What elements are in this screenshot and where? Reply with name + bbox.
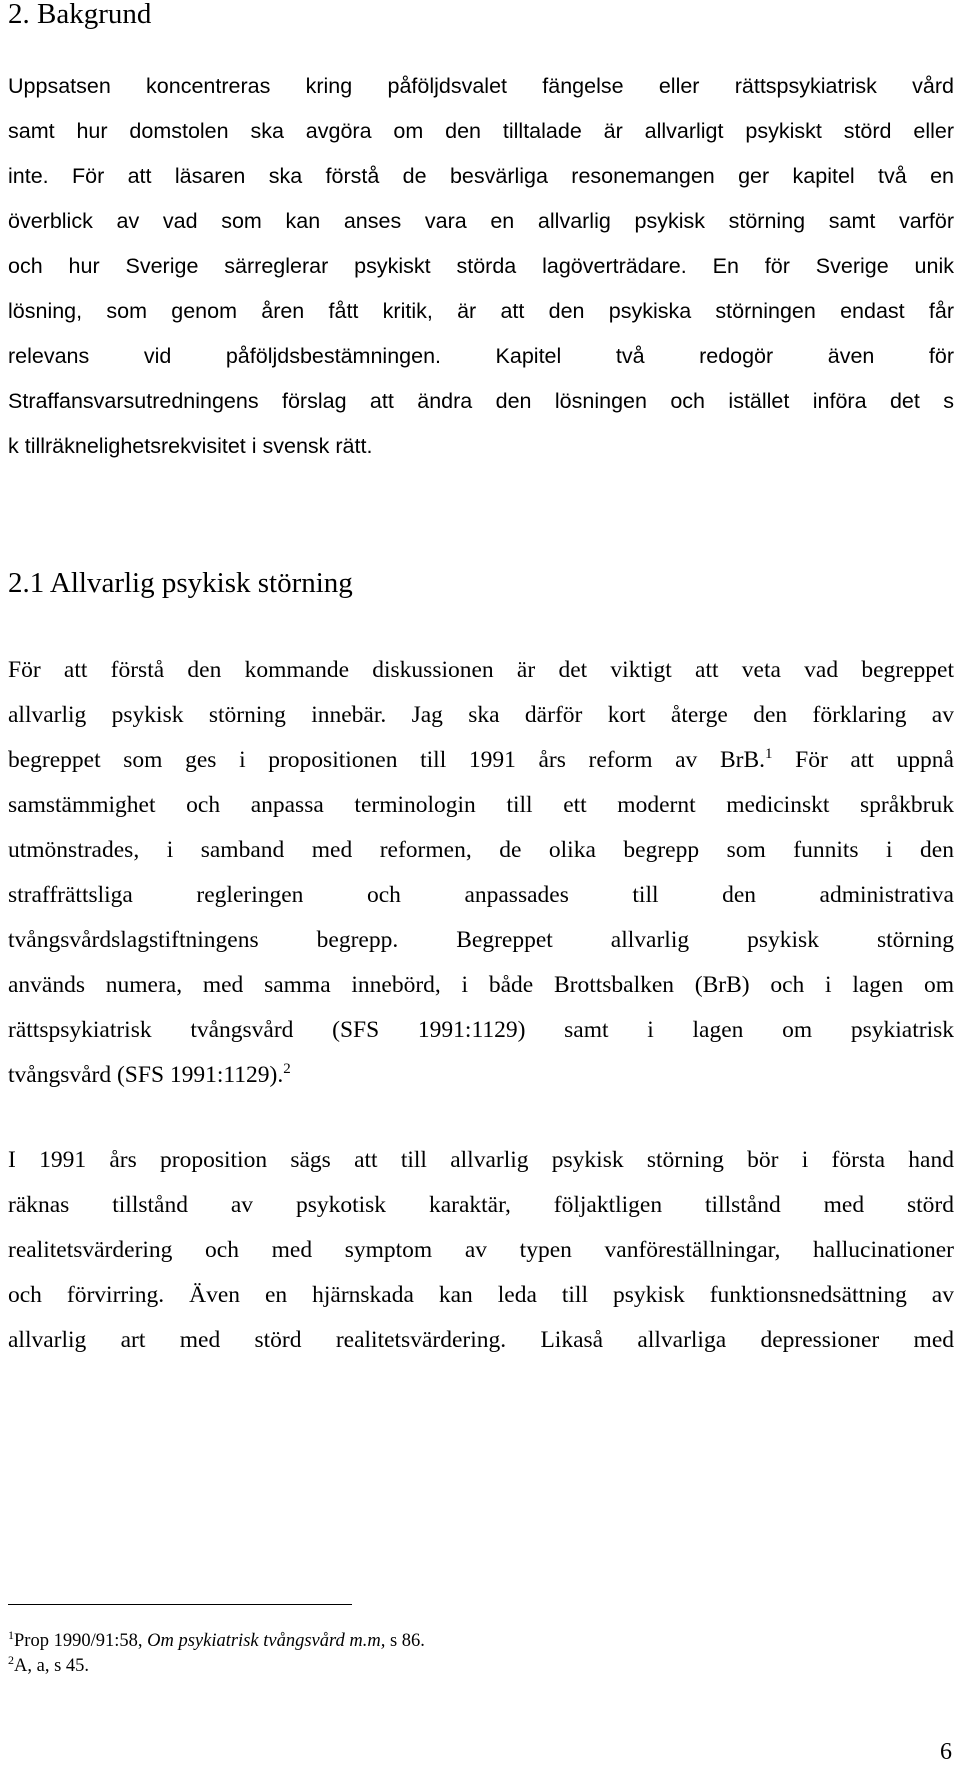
paragraph-line: straffrättsliga regleringen och anpassades till den administrativa [8,882,954,908]
footnote-ref-2[interactable]: 2 [283,1061,291,1077]
footnote-text: s 86. [385,1631,425,1651]
section-heading: 2. Bakgrund [8,0,152,30]
paragraph-line: allvarlig psykisk störning innebär. Jag ska därför kort återge den förklaring av [8,702,954,728]
paragraph-text: För att uppnå [772,747,954,773]
intro-line: inte. För att läsaren ska förstå de besvärliga resonemangen ger kapitel två en [8,164,954,188]
paragraph-line [8,745,954,775]
footnote-text: A, a, s 45. [14,1656,90,1676]
paragraph-line [8,1060,291,1090]
intro-line: överblick av vad som kan anses vara en allvarlig psykisk störning samt varför [8,209,954,233]
paragraph-line: utmönstrades, i samband med reformen, de olika begrepp som funnits i den [8,837,954,863]
paragraph-line: realitetsvärdering och med symptom av typen vanföreställningar, hallucinationer [8,1237,954,1263]
footnote-number: 2 [8,1653,14,1667]
footnote-2 [8,1655,89,1677]
footnote-1 [8,1630,425,1652]
intro-line: och hur Sverige särreglerar psykiskt störda lagöverträdare. En för Sverige unik [8,254,954,278]
paragraph-line: och förvirring. Även en hjärnskada kan leda till psykisk funktionsnedsättning av [8,1282,954,1308]
subsection-heading: 2.1 Allvarlig psykisk störning [8,567,353,599]
paragraph-line: samstämmighet och anpassa terminologin till ett modernt medicinskt språkbruk [8,792,954,818]
intro-line: relevans vid påföljdsbestämningen. Kapitel två redogör även för [8,344,954,368]
paragraph-line: I 1991 års proposition sägs att till allvarlig psykisk störning bör i första hand [8,1147,954,1173]
paragraph-text: begreppet som ges i propositionen till 1991 års reform av BrB. [8,747,765,773]
intro-line: Straffansvarsutredningens förslag att ändra den lösningen och istället införa det s [8,389,954,413]
intro-line: Uppsatsen koncentreras kring påföljdsvalet fängelse eller rättspsykiatrisk vård [8,74,954,98]
footnote-title: Om psykiatrisk tvångsvård m.m, [147,1631,386,1651]
footnote-text: Prop 1990/91:58, [14,1631,148,1651]
paragraph-line: tvångsvårdslagstiftningens begrepp. Begreppet allvarlig psykisk störning [8,927,954,953]
page-number: 6 [940,1739,952,1765]
footnote-number: 1 [8,1628,14,1642]
paragraph-line: rättspsykiatrisk tvångsvård (SFS 1991:1129) samt i lagen om psykiatrisk [8,1017,954,1043]
paragraph-line: allvarlig art med störd realitetsvärdering. Likaså allvarliga depressioner med [8,1327,954,1353]
footnote-ref-1[interactable]: 1 [765,746,773,762]
intro-line: k tillräknelighetsrekvisitet i svensk rätt. [8,434,373,458]
footnote-divider [8,1604,352,1605]
paragraph-line: räknas tillstånd av psykotisk karaktär, följaktligen tillstånd med störd [8,1192,954,1218]
paragraph-text: tvångsvård (SFS 1991:1129). [8,1062,284,1088]
paragraph-line: För att förstå den kommande diskussionen är det viktigt att veta vad begreppet [8,657,954,683]
paragraph-line: används numera, med samma innebörd, i både Brottsbalken (BrB) och i lagen om [8,972,954,998]
intro-line: lösning, som genom åren fått kritik, är att den psykiska störningen endast får [8,299,954,323]
intro-line: samt hur domstolen ska avgöra om den tilltalade är allvarligt psykiskt störd eller [8,119,954,143]
